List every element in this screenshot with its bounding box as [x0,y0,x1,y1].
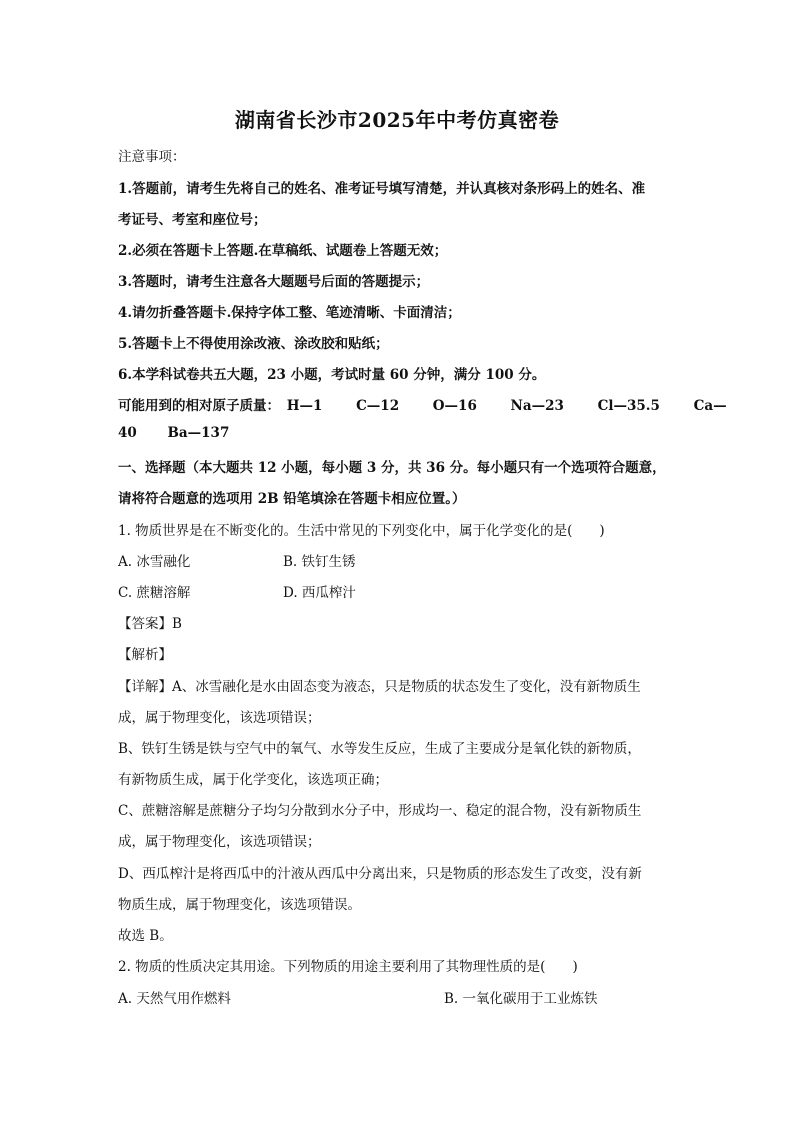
q1-detail-6: 成，属于物理变化，该选项错误； [118,834,321,850]
q1-detail-3: B、铁钉生锈是铁与空气中的氧气、水等发生反应，生成了主要成分是氧化铁的新物质， [118,741,641,757]
mass-ca: Ca— [693,398,727,414]
q2-stem: 2. 物质的性质决定其用途。下列物质的用途主要利用了其物理性质的是( ) [118,959,578,975]
atomic-masses-line [118,394,727,414]
notice-item-5: 5.答题卡上不得使用涂改液、涂改胶和贴纸； [118,336,389,352]
section1-heading-a: 一、选择题（本大题共 12 小题，每小题 3 分，共 36 分。每小题只有一个选项符合题意， [118,460,666,476]
q1-detail-4: 有新物质生成，属于化学变化，该选项正确； [118,772,388,788]
q1-option-c: C. 蔗糖溶解 [118,585,191,601]
notice-heading: 注意事项： [118,149,186,165]
q2-option-a: A. 天然气用作燃料 [118,991,231,1007]
q1-answer: 【答案】B [118,616,182,632]
page-title: 湖南省长沙市2025年中考仿真密卷 [234,108,560,132]
mass-c: C—12 [356,398,400,414]
notice-item-4: 4.请勿折叠答题卡.保持字体工整、笔迹清晰、卡面清洁； [118,305,461,321]
mass-cl: Cl—35.5 [597,398,660,414]
notice-item-6: 6.本学科试卷共五大题，23 小题，考试时量 60 分钟，满分 100 分。 [118,367,546,383]
notice-item-1a: 1.答题前，请考生先将自己的姓名、准考证号填写清楚，并认真核对条形码上的姓名、准 [118,181,646,197]
q1-conclusion: 故选 B。 [118,928,173,944]
q1-detail-8: 物质生成，属于物理变化，该选项错误。 [118,897,361,913]
mass-na: Na—23 [510,398,564,414]
q1-option-b: B. 铁钉生锈 [283,554,356,570]
q2-option-b: B. 一氧化碳用于工业炼铁 [444,991,598,1007]
mass-h: H—1 [286,398,323,414]
mass-ca-value: 40 [118,425,137,441]
notice-item-2: 2.必须在答题卡上答题.在草稿纸、试题卷上答题无效； [118,243,448,259]
mass-o: O—16 [432,398,477,414]
q1-detail-2: 成，属于物理变化，该选项错误； [118,710,321,726]
atomic-masses-label: 可能用到的相对原子质量： [118,398,280,414]
q1-option-d: D. 西瓜榨汁 [283,585,356,601]
mass-ba: Ba—137 [167,425,230,441]
notice-item-3: 3.答题时，请考生注意各大题题号后面的答题提示； [118,274,430,290]
q1-stem: 1. 物质世界是在不断变化的。生活中常见的下列变化中，属于化学变化的是( ) [118,523,605,539]
q1-detail-1: 【详解】A、冰雪融化是水由固态变为液态，只是物质的状态发生了变化，没有新物质生 [118,679,641,695]
notice-item-1b: 考证号、考室和座位号； [118,212,267,228]
q1-option-a: A. 冰雪融化 [118,554,191,570]
q1-analysis-label: 【解析】 [118,647,172,663]
q1-detail-5: C、蔗糖溶解是蔗糖分子均匀分散到水分子中，形成均一、稳定的混合物，没有新物质生 [118,803,642,819]
q1-detail-7: D、西瓜榨汁是将西瓜中的汁液从西瓜中分离出来，只是物质的形态发生了改变，没有新 [118,866,642,882]
atomic-masses-line2 [118,425,229,441]
section1-heading-b: 请将符合题意的选项用 2B 铅笔填涂在答题卡相应位置。） [118,491,466,507]
